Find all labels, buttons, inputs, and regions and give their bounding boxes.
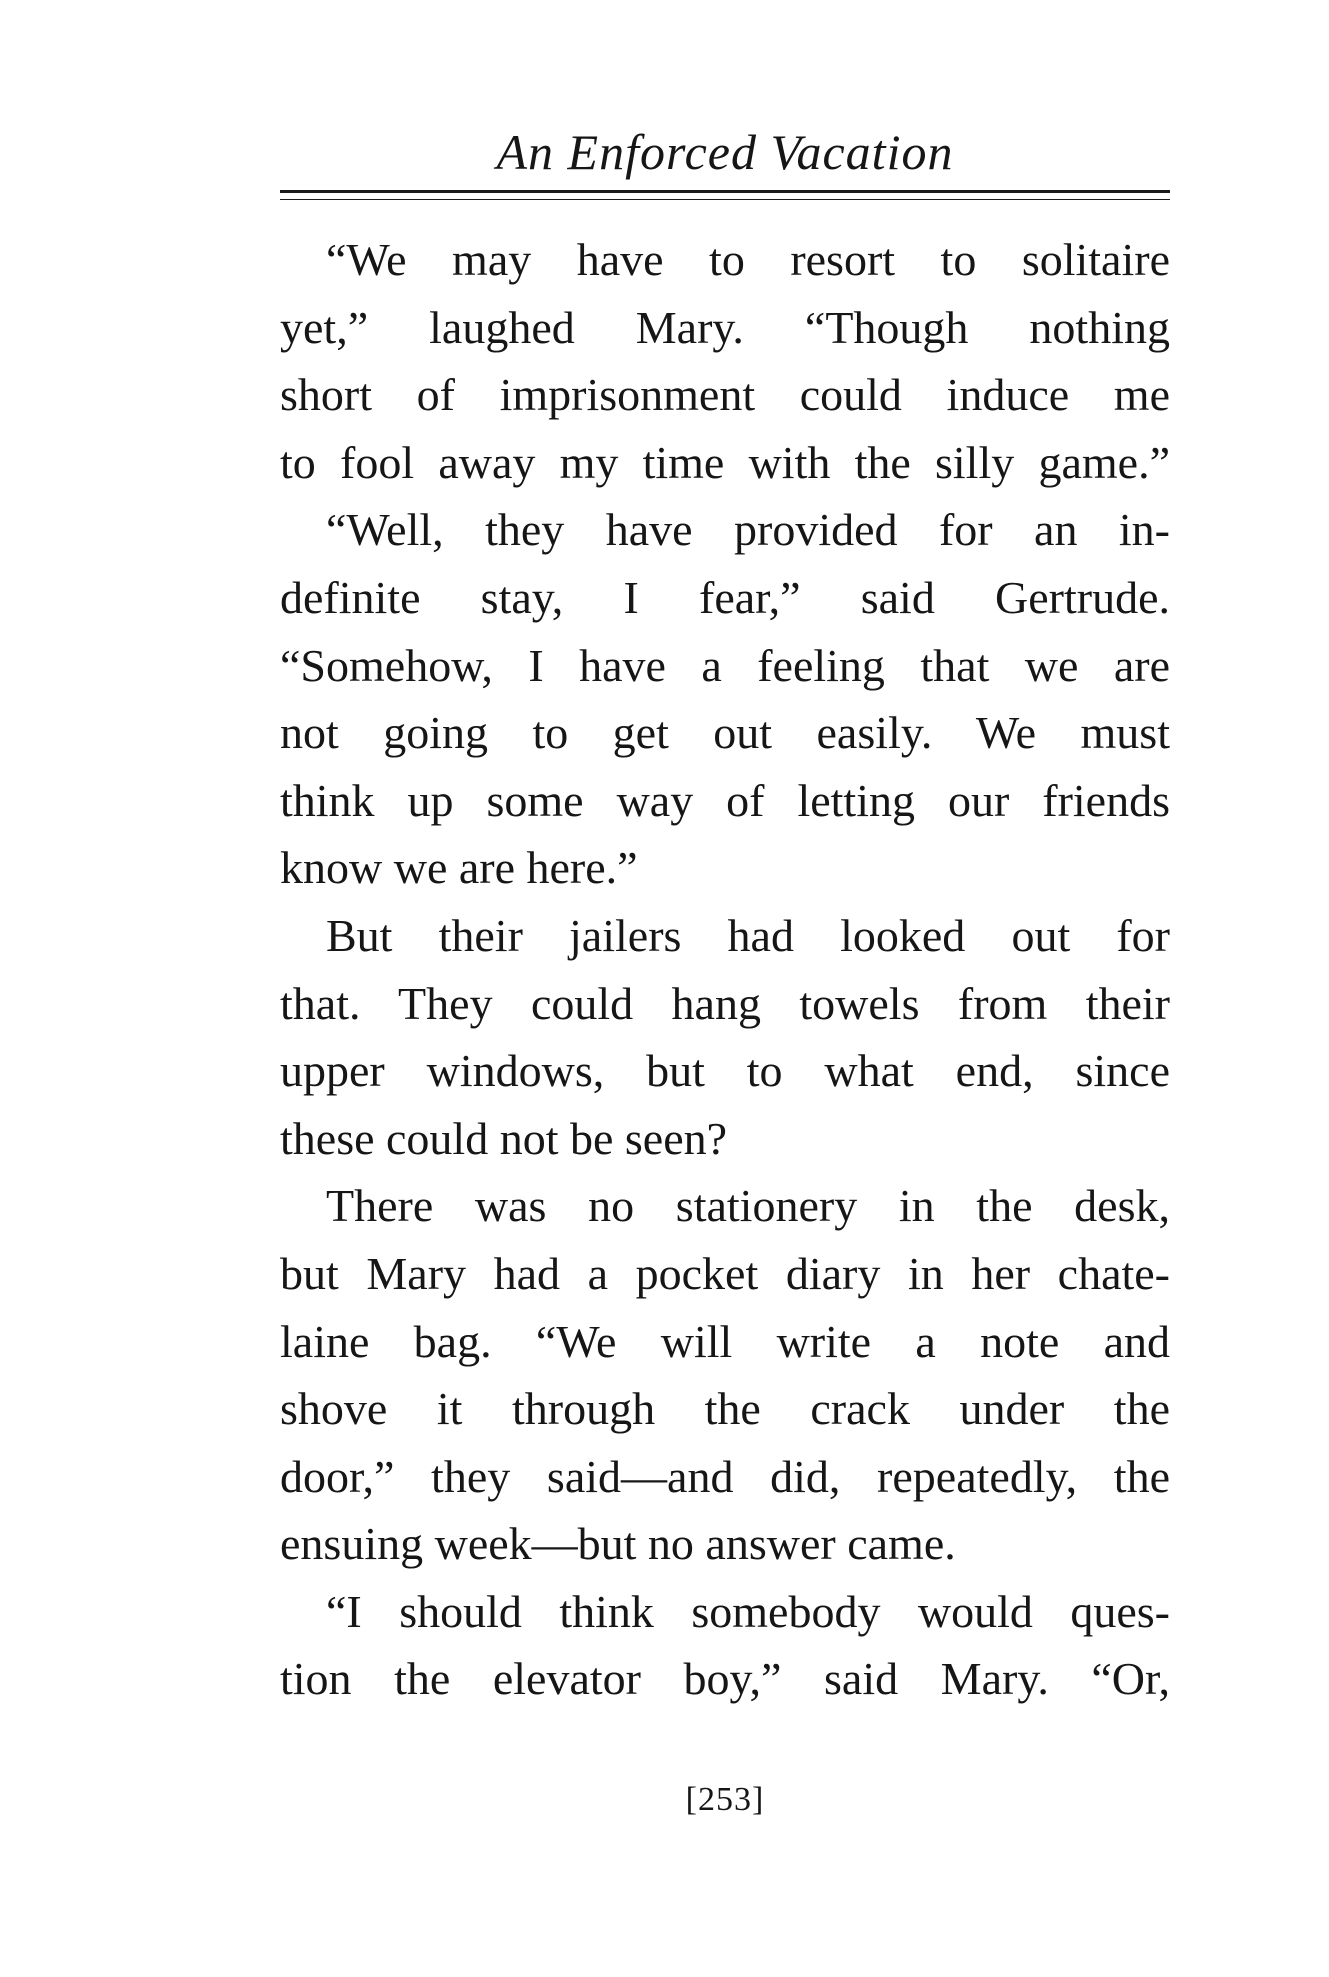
text-line: definite stay, I fear,” said Gertrude. [280, 571, 1170, 623]
header-rule-thick [280, 190, 1170, 193]
text-line: But their jailers had looked out for [326, 909, 1170, 961]
text-line: these could not be seen? [280, 1112, 728, 1164]
text-line: not going to get out easily. We must [280, 707, 1170, 759]
text-line: There was no stationery in the desk, [326, 1180, 1170, 1232]
text-line: think up some way of letting our friends [280, 774, 1170, 826]
running-head: An Enforced Vacation [496, 124, 954, 180]
text-line: “Somehow, I have a feeling that we are [280, 639, 1170, 691]
text-line: to fool away my time with the silly game.” [280, 436, 1170, 488]
body-text [280, 226, 1170, 1713]
page-number: [253] [685, 1781, 765, 1818]
text-line: but Mary had a pocket diary in her chate- [280, 1247, 1170, 1299]
text-line: short of imprisonment could induce me [280, 369, 1170, 421]
text-line: tion the elevator boy,” said Mary. “Or, [280, 1653, 1170, 1705]
header-rule-thin [280, 199, 1170, 200]
text-line: shove it through the crack under the [280, 1383, 1170, 1435]
text-line: door,” they said—and did, repeatedly, the [280, 1450, 1170, 1502]
text-line: “Well, they have provided for an in- [326, 504, 1170, 556]
text-line: laine bag. “We will write a note and [280, 1315, 1170, 1367]
text-line: upper windows, but to what end, since [280, 1045, 1170, 1097]
text-line: “We may have to resort to solitaire [326, 234, 1170, 285]
text-line: that. They could hang towels from their [280, 977, 1170, 1029]
text-line: “I should think somebody would ques- [326, 1585, 1170, 1637]
text-line: ensuing week—but no answer came. [280, 1518, 956, 1570]
text-line: know we are here.” [280, 842, 638, 894]
text-line: yet,” laughed Mary. “Though nothing [280, 301, 1170, 353]
